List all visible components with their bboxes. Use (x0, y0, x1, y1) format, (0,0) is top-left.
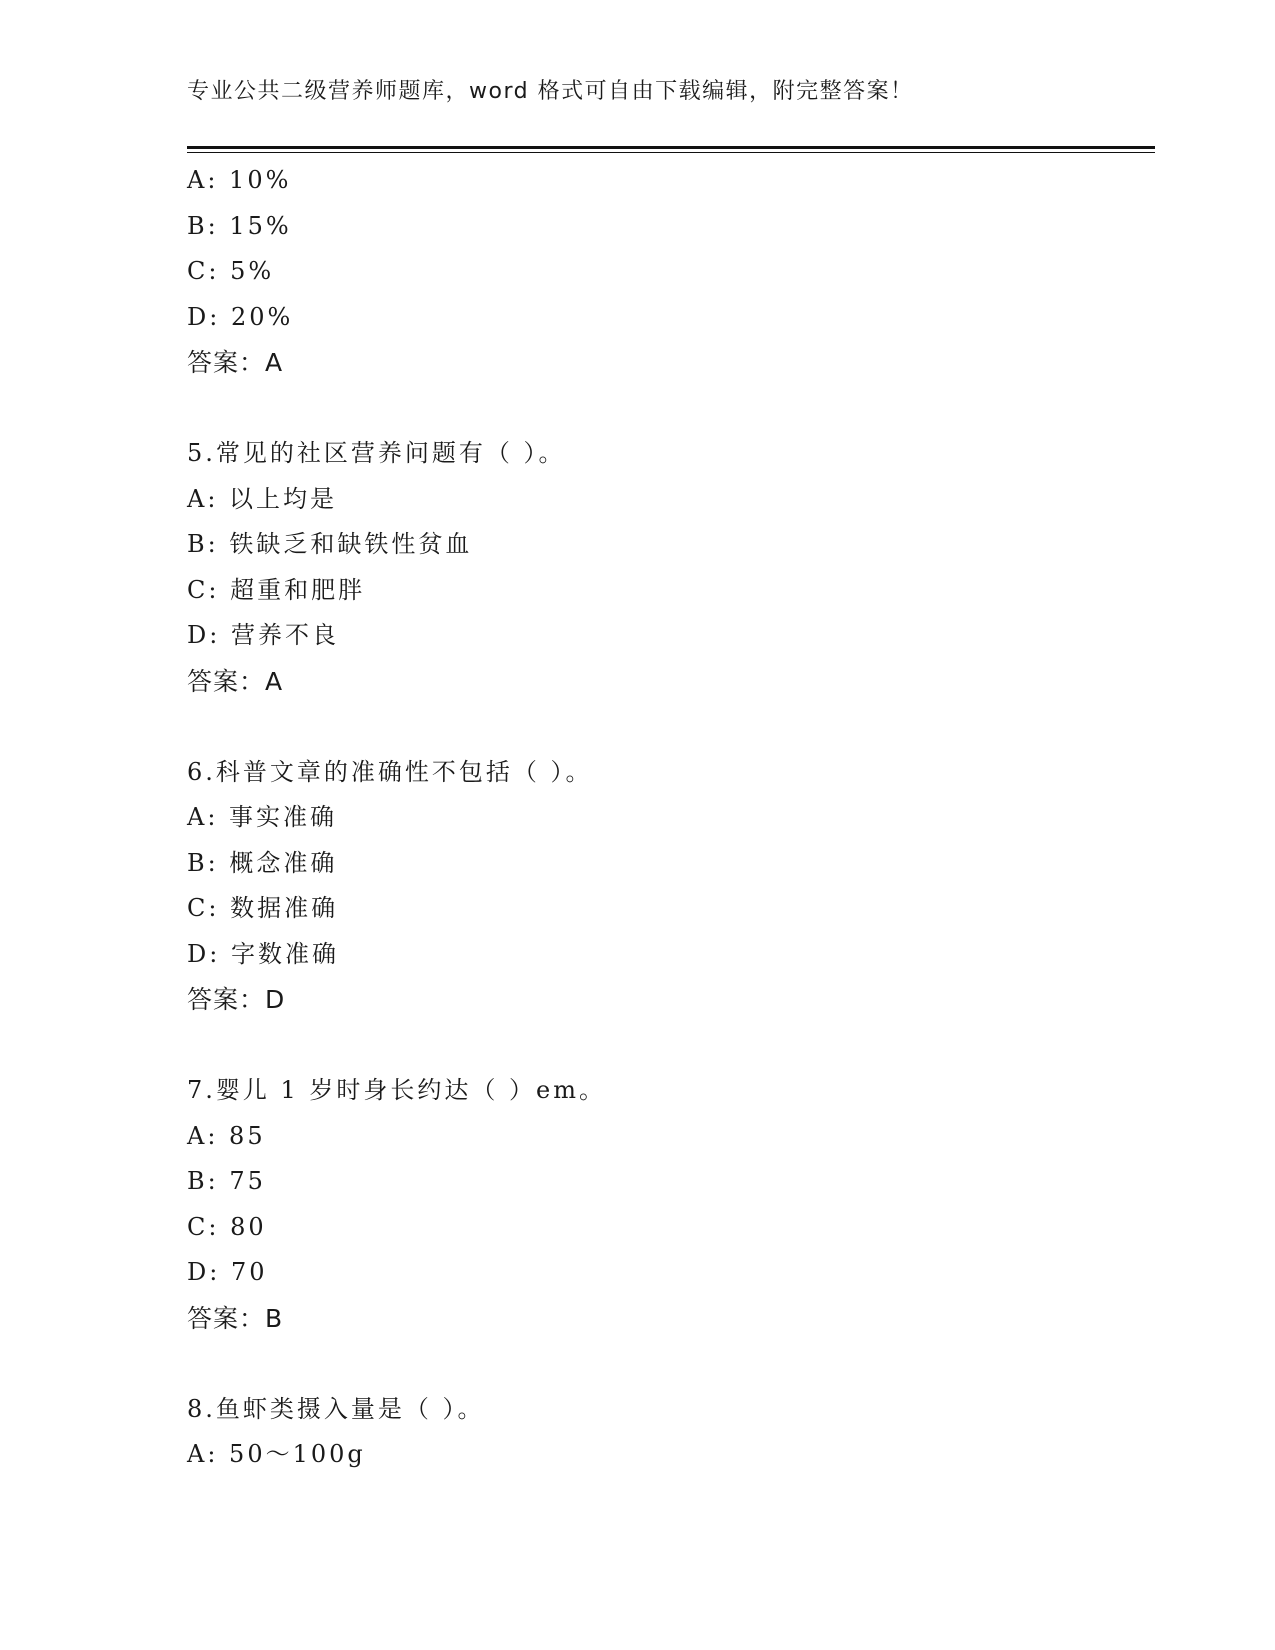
spacer (187, 1341, 1155, 1387)
option-d: D: 营养不良 (187, 621, 339, 649)
option-b: B: 15% (187, 211, 292, 240)
option-d: D: 20% (187, 302, 294, 331)
question-6-block (187, 750, 1155, 1023)
spacer (187, 704, 1155, 750)
option-c: C: 数据准确 (187, 894, 339, 922)
option-a: A: 50～100g (187, 1440, 366, 1468)
question-7-block (187, 1068, 1155, 1341)
option-b: B: 铁缺乏和缺铁性贫血 (187, 530, 473, 558)
option-a: A: 事实准确 (187, 803, 338, 831)
answer-line: 答案：A (187, 348, 284, 377)
question-text: 7.婴儿 1 岁时身长约达（ ）em。 (187, 1076, 607, 1104)
question-5-block (187, 431, 1155, 704)
option-c: C: 5% (187, 257, 275, 285)
header-rule-thin (187, 152, 1155, 153)
option-b: B: 概念准确 (187, 848, 338, 877)
header-rule-thick (187, 146, 1155, 149)
document-header: 专业公共二级营养师题库，word 格式可自由下载编辑，附完整答案！ (187, 79, 914, 104)
option-d: D: 字数准确 (187, 939, 339, 968)
option-c: C: 80 (187, 1212, 267, 1241)
answer-line: 答案：B (187, 1303, 284, 1333)
question-text: 6.科普文章的准确性不包括（ ）。 (187, 757, 593, 786)
option-d: D: 70 (187, 1258, 268, 1286)
option-a: A: 85 (187, 1121, 266, 1150)
question-4-block (187, 158, 1155, 386)
answer-line: 答案：A (187, 666, 284, 696)
option-b: B: 75 (187, 1167, 266, 1195)
spacer (187, 386, 1155, 432)
option-a: A: 10% (187, 166, 292, 194)
option-a: A: 以上均是 (187, 484, 338, 513)
question-text: 8.鱼虾类摄入量是（ ）。 (187, 1394, 485, 1423)
question-list (187, 158, 1155, 1478)
question-text: 5.常见的社区营养问题有（ ）。 (187, 439, 566, 467)
spacer (187, 1023, 1155, 1069)
option-c: C: 超重和肥胖 (187, 575, 366, 604)
question-8-block (187, 1387, 1155, 1478)
answer-line: 答案：D (187, 985, 286, 1014)
